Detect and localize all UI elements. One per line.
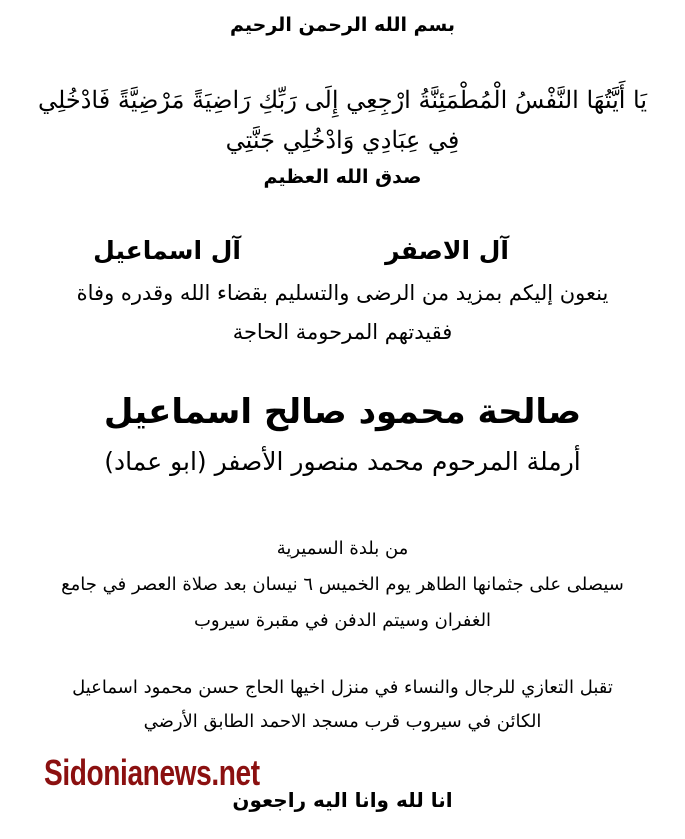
condolences-line-1: تقبل التعازي للرجال والنساء في منزل اخيها الحاج حسن محمود اسماعيل [72, 677, 613, 698]
site-watermark: Sidonianews.net [44, 752, 260, 793]
announcement-line-1: ينعون إليكم بمزيد من الرضى والتسليم بقضاء الله وقدره وفاة [76, 281, 609, 305]
condolences-line-2: الكائن في سيروب قرب مسجد الاحمد الطابق الأرضي [143, 711, 542, 732]
funeral-details-line-1: سيصلى على جثمانها الطاهر يوم الخميس ٦ نيسان بعد صلاة العصر في جامع [61, 574, 624, 595]
closing-phrase: انا لله وانا اليه راجعون [232, 788, 453, 812]
family-names [0, 236, 685, 272]
announcement-line-2: فقيدتهم المرحومة الحاجة [232, 320, 453, 344]
deceased-relation: أرملة المرحوم محمد منصور الأصفر (ابو عماد) [104, 447, 581, 476]
deceased-name: صالحة محمود صالح اسماعيل [103, 392, 582, 432]
deceased-town: من بلدة السميرية [276, 538, 409, 559]
family-name-ismail: آل اسماعيل [93, 236, 241, 265]
quran-verse-line-1: يَا أَيَّتُهَا النَّفْسُ الْمُطْمَئِنَّةُ ارْجِعِي إِلَى رَبِّكِ رَاضِيَةً مَرْضِيَّةً فَادْخُلِي [37, 86, 648, 114]
quran-verse-line-2: فِي عِبَادِي وَادْخُلِي جَنَّتِي [225, 126, 460, 154]
sadaq-allah-text: صدق الله العظيم [263, 166, 422, 188]
funeral-details-line-2: الغفران وسيتم الدفن في مقبرة سيروب [193, 610, 492, 631]
basmala-heading: بسم الله الرحمن الرحيم [230, 14, 455, 36]
family-name-asfar: آل الاصفر [385, 236, 509, 265]
